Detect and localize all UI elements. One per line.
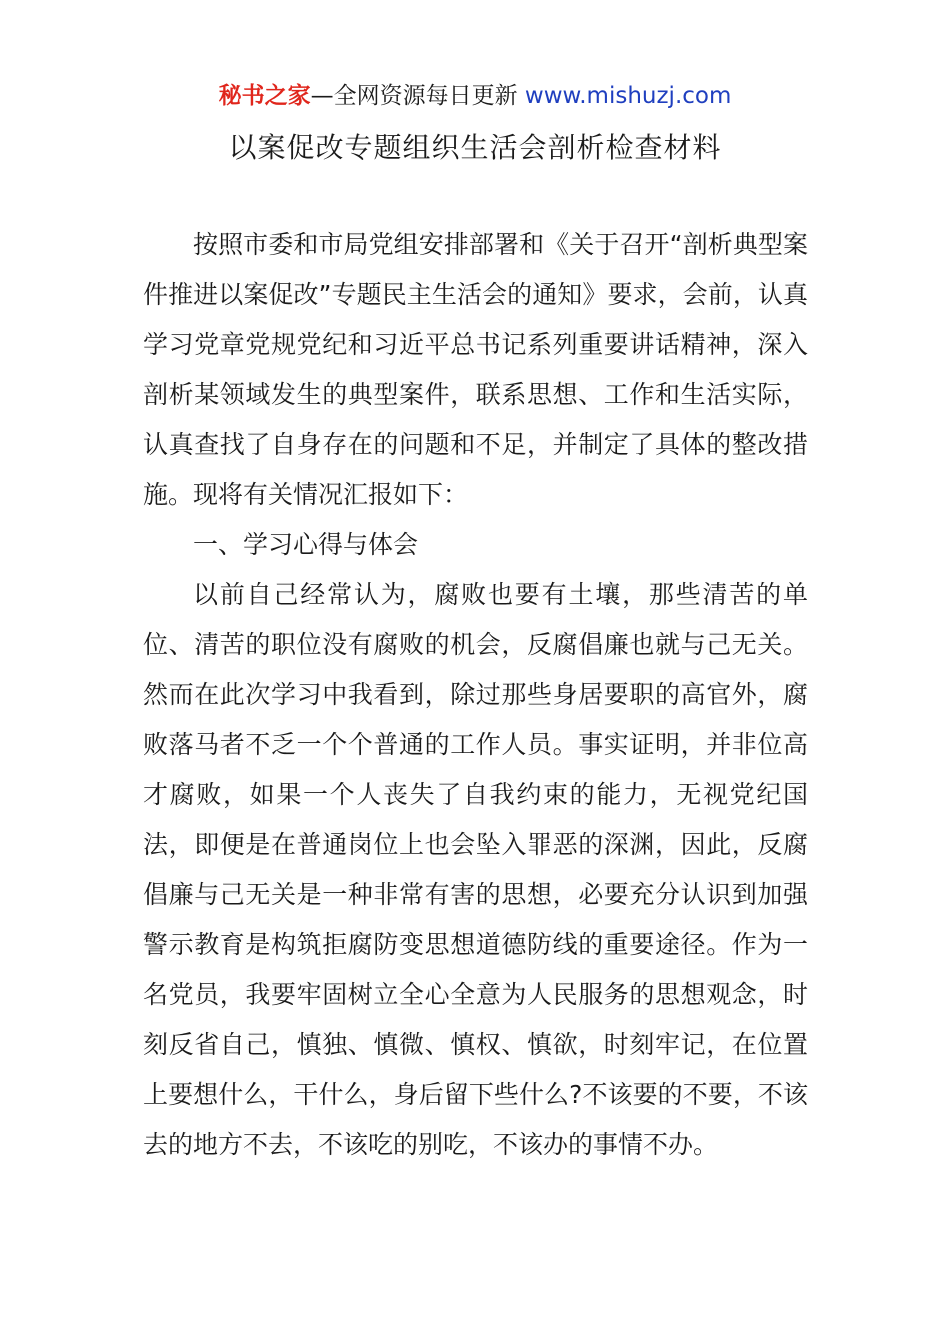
intro-paragraph: 按照市委和市局党组安排部署和《关于召开“剖析典型案件推进以案促改”专题民主生活会的通知》要求，会前，认真学习党章党规党纪和习近平总书记系列重要讲话精神，深入剖析某领域发生的典型案件，联系思想、工作和生活实际，认真查找了自身存在的问题和不足，并制定了具体的整改措施。现将有关情况汇报如下： (143, 230, 808, 509)
site-url-link[interactable]: www.mishuzj.com (524, 83, 732, 109)
document-body (143, 220, 808, 1170)
site-header (0, 80, 950, 112)
body-paragraph: 以前自己经常认为，腐败也要有土壤，那些清苦的单位、清苦的职位没有腐败的机会，反腐倡廉也就与己无关。然而在此次学习中我看到，除过那些身居要职的高官外，腐败落马者不乏一个个普通的工作人员。事实证明，并非位高才腐败，如果一个人丧失了自我约束的能力，无视党纪国法，即便是在普通岗位上也会坠入罪恶的深渊，因此，反腐倡廉与己无关是一种非常有害的思想，必要充分认识到加强警示教育是构筑拒腐防变思想道德防线的重要途径。作为一名党员，我要牢固树立全心全意为人民服务的思想观念，时刻反省自己，慎独、慎微、慎权、慎欲，时刻牢记，在位置上要想什么，干什么，身后留下些什么?不该要的不要，不该去的地方不去，不该吃的别吃，不该办的事情不办。 (143, 580, 808, 1159)
brand-name: 秘书之家 (218, 83, 311, 109)
header-tagline: —全网资源每日更新 (310, 83, 525, 109)
section-heading: 一、学习心得与体会 (193, 530, 419, 559)
document-title: 以案促改专题组织生活会剖析检查材料 (228, 131, 722, 164)
